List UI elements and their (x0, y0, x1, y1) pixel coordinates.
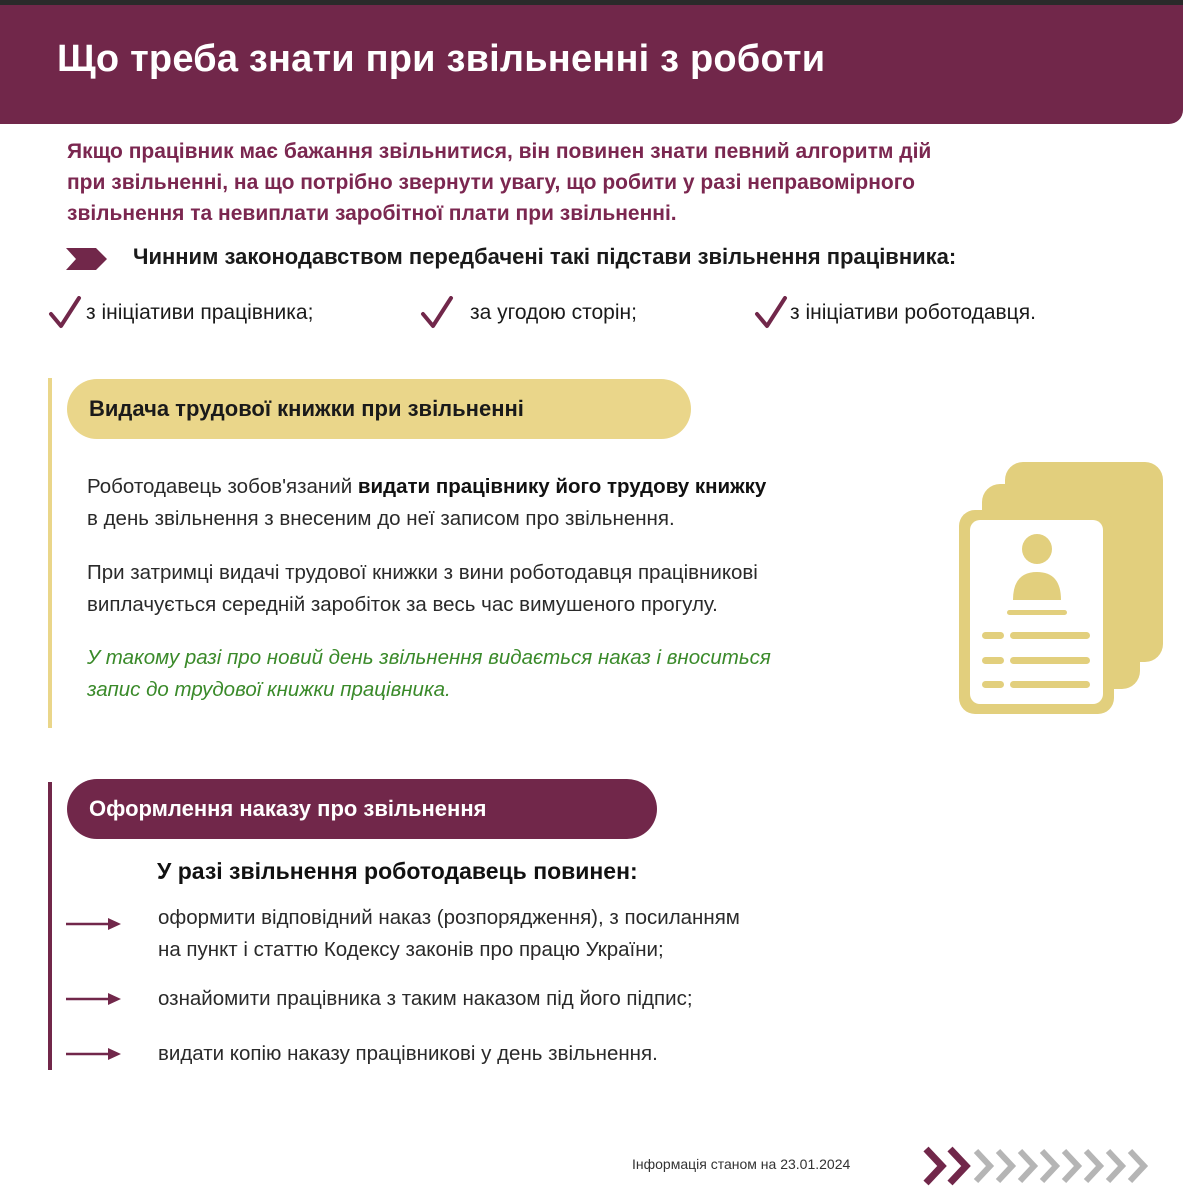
section-divider (48, 378, 52, 728)
checkmark-icon (420, 296, 454, 330)
intro-line: при звільненні, на що потрібно звернути увагу, що робити у разі неправомірного (67, 171, 916, 194)
list-item-line: на пункт і статтю Кодексу законів про працю України; (158, 938, 664, 961)
list-item-line: оформити відповідний наказ (розпорядження), з посиланням (158, 906, 740, 929)
document-icon (955, 460, 1167, 716)
section-title-pill: Видача трудової книжки при звільненні (67, 379, 691, 439)
chevron-arrow-icon (66, 248, 108, 270)
paragraph-text: виплачується середній заробіток за весь час вимушеного прогулу. (87, 593, 718, 616)
list-item-text (158, 1038, 918, 1070)
paragraph-text: запис до трудової книжки працівника. (87, 678, 451, 701)
paragraph (87, 471, 947, 535)
intro-line: Якщо працівник має бажання звільнитися, він повинен знати певний алгоритм дій (67, 140, 932, 163)
paragraph-text: Роботодавець зобов'язаний (87, 475, 358, 498)
paragraph (87, 557, 947, 621)
chevrons-decoration-icon (922, 1145, 1152, 1187)
ground-label: за угодою сторін; (470, 301, 637, 324)
list-item-line: видати копію наказу працівникові у день звільнення. (158, 1042, 658, 1065)
checkmark-icon (48, 296, 82, 330)
section-divider (48, 782, 52, 1070)
paragraph-text: При затримці видачі трудової книжки з вини роботодавця працівникові (87, 561, 758, 584)
ground-label: з ініціативи роботодавця. (790, 301, 1036, 324)
list-item-line: ознайомити працівника з таким наказом під його підпис; (158, 987, 693, 1010)
ground-label: з ініціативи працівника; (86, 301, 314, 324)
list-item-text (158, 902, 918, 966)
grounds-heading: Чинним законодавством передбачені такі підстави звільнення працівника: (133, 244, 957, 269)
checkmark-icon (754, 296, 788, 330)
page-title: Що треба знати при звільненні з роботи (57, 38, 826, 80)
paragraph-text: У такому разі про новий день звільнення видається наказ і вноситься (87, 646, 771, 669)
list-item-text (158, 983, 918, 1015)
paragraph-text: в день звільнення з внесеним до неї записом про звільнення. (87, 507, 675, 530)
arrow-right-icon (66, 1047, 122, 1061)
intro-line: звільнення та невиплати заробітної плати при звільненні. (67, 202, 677, 225)
arrow-right-icon (66, 992, 122, 1006)
intro-text (67, 136, 1107, 229)
header-banner (0, 5, 1183, 124)
paragraph-bold: видати працівнику його трудову книжку (357, 475, 767, 498)
duties-heading: У разі звільнення роботодавець повинен: (157, 858, 638, 884)
info-date: Інформація станом на 23.01.2024 (632, 1156, 851, 1172)
paragraph-note (87, 642, 947, 706)
arrow-right-icon (66, 917, 122, 931)
section-title-pill: Оформлення наказу про звільнення (67, 779, 657, 839)
